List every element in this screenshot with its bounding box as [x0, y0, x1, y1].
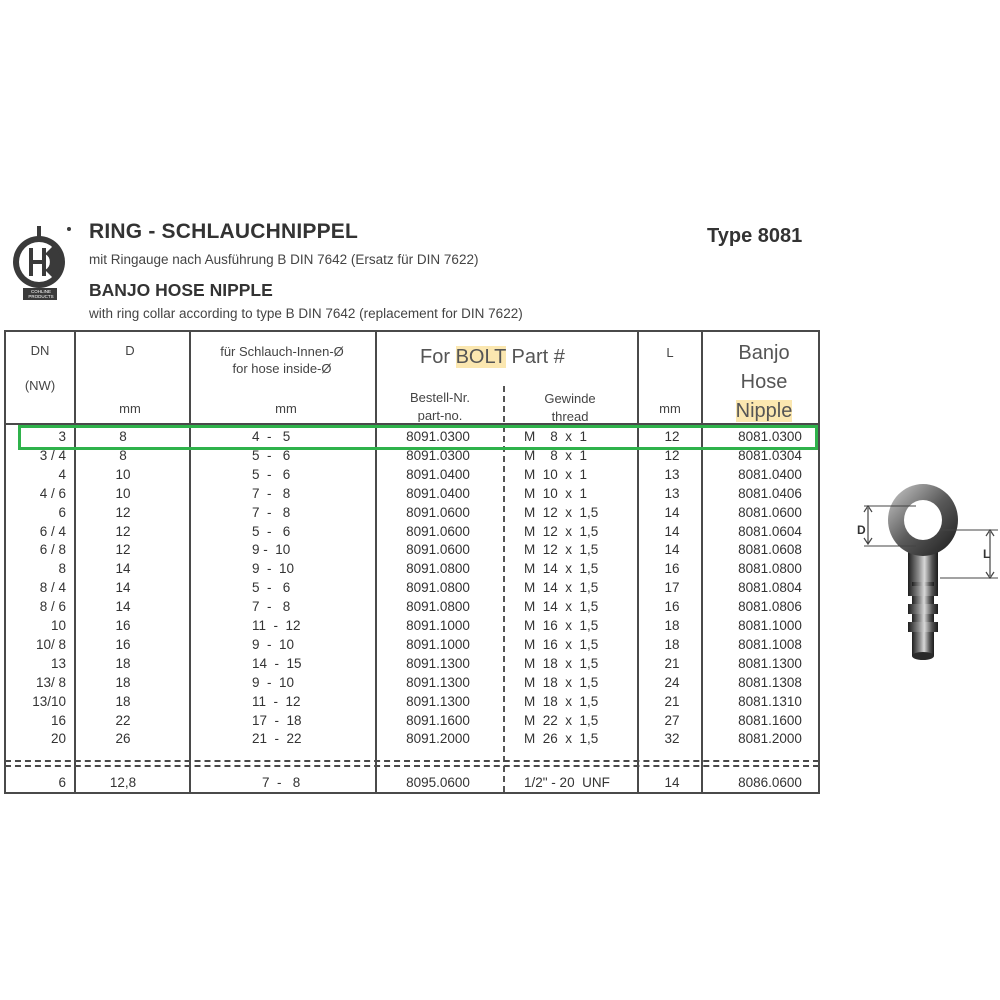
banjo-nipple-drawing	[836, 470, 1000, 670]
cell-thread: M 18 x 1,5	[524, 655, 599, 671]
cell-nipple: 8081.1008	[738, 636, 802, 652]
cell-hose: 11 - 12	[252, 618, 301, 633]
cell-part: 8091.1300	[406, 655, 470, 671]
cell-d: 16	[115, 636, 131, 652]
header-hose-en: for hose inside-Ø	[232, 361, 332, 376]
cell-nipple: 8081.0608	[738, 542, 802, 558]
cell-nipple: 8081.0604	[738, 523, 802, 539]
cell-l: 27	[664, 712, 680, 728]
cell-dn: 4	[58, 466, 66, 482]
cell-d: 18	[115, 674, 131, 690]
cell-hose: 17 - 18	[252, 712, 302, 728]
cell-thread: M 18 x 1,5	[524, 674, 599, 690]
cell-hose: 5 - 6	[252, 523, 291, 539]
header-dn-sub: (NW)	[24, 378, 56, 393]
cell-dn: 10/ 8	[35, 636, 66, 652]
cell-thread: M 12 x 1,5	[524, 542, 599, 558]
cell-l: 16	[664, 599, 680, 615]
cell-thread: M 14 x 1,5	[524, 580, 599, 596]
cell-dn: 6 / 8	[39, 542, 66, 558]
cell-part: 8091.1000	[406, 618, 470, 633]
cell-part: 8091.0600	[406, 542, 470, 558]
cell-d: 22	[115, 712, 131, 728]
cell-d: 14	[115, 561, 131, 577]
table-row	[0, 505, 820, 524]
cell-hose: 14 - 15	[252, 655, 302, 671]
banjo-annotation	[712, 339, 816, 426]
cell-d: 12	[115, 504, 131, 520]
dimension-label-d: D	[857, 523, 866, 537]
table-row	[0, 524, 820, 543]
cell-part: 8091.0400	[406, 466, 470, 482]
cell-l: 12	[664, 429, 680, 444]
cell-l: 17	[664, 580, 680, 596]
cell-dn: 8 / 4	[39, 580, 66, 596]
cell-nipple: 8081.1308	[738, 674, 802, 690]
type-label: Type 8081	[707, 225, 803, 247]
header-l-unit: mm	[659, 401, 681, 416]
cell-thread: M 14 x 1,5	[524, 599, 599, 615]
header-part-de: Bestell-Nr.	[410, 390, 470, 405]
cell-l: 14	[664, 542, 680, 558]
cell-hose: 7 - 8	[252, 485, 291, 501]
cell-part: 8091.0800	[406, 561, 470, 577]
cell-l: 21	[664, 655, 680, 671]
cell-nipple: 8081.1000	[738, 618, 802, 633]
cell-dn: 8 / 6	[39, 599, 66, 615]
cell-dn: 3 / 4	[39, 447, 66, 463]
cell-thread: M 22 x 1,5	[524, 712, 599, 728]
cell-part: 8091.1300	[406, 693, 470, 709]
cell-hose: 4 - 5	[252, 429, 291, 444]
cell-part: 8091.0300	[406, 447, 470, 463]
cell-dn: 16	[50, 712, 66, 728]
cell-thread: M 8 x 1	[524, 429, 588, 444]
cell-part: 8091.0600	[406, 523, 470, 539]
cell-dn: 6	[58, 504, 66, 520]
footer-separator	[5, 765, 819, 767]
subtitle-german: mit Ringauge nach Ausführung B DIN 7642 (Ersatz für DIN 7622)	[89, 252, 479, 267]
cell-l: 21	[664, 693, 680, 709]
table-row-extra	[0, 775, 820, 794]
cell-dn: 13/10	[32, 693, 66, 709]
cell-thread: M 14 x 1,5	[524, 561, 599, 577]
cell-nipple: 8081.0800	[738, 561, 802, 577]
cell-part: 8091.0800	[406, 599, 470, 615]
cell-thread: M 10 x 1	[524, 466, 588, 482]
table-row	[0, 675, 820, 694]
cell-hose: 9 - 10	[252, 636, 295, 652]
cell-d: 14	[115, 599, 131, 615]
table-row	[0, 731, 820, 750]
cell-part: 8091.0400	[406, 485, 470, 501]
cell-part: 8091.1000	[406, 636, 470, 652]
cell-hose: 5 - 6	[252, 580, 291, 596]
cell-d: 26	[115, 731, 131, 747]
cell-hose: 11 - 12	[252, 693, 301, 709]
subtitle-english: with ring collar according to type B DIN 7642 (replacement for DIN 7622)	[89, 306, 523, 321]
table-row	[0, 486, 820, 505]
footer-separator	[5, 760, 819, 762]
cell-l: 32	[664, 731, 680, 747]
table-row	[0, 713, 820, 732]
cell-hose: 7 - 8	[252, 599, 291, 615]
header-l: L	[666, 345, 674, 360]
cell-hose: 21 - 22	[252, 731, 302, 747]
title-english: BANJO HOSE NIPPLE	[89, 280, 273, 300]
cell-d: 18	[115, 655, 131, 671]
bolt-annotation: For BOLT Part #	[420, 346, 565, 368]
table-row	[0, 694, 820, 713]
cell-d: 12,8	[109, 775, 137, 790]
cell-part: 8091.0800	[406, 580, 470, 596]
cell-hose: 9 - 10	[252, 674, 295, 690]
cell-l: 13	[664, 466, 680, 482]
header-thread-en: thread	[551, 409, 589, 422]
cell-d: 8	[119, 429, 127, 444]
cell-nipple: 8081.1310	[738, 693, 802, 709]
cell-part: 8091.1300	[406, 674, 470, 690]
cell-hose: 7 - 8	[262, 775, 301, 790]
cell-d: 10	[115, 485, 131, 501]
cell-d: 18	[115, 693, 131, 709]
cell-hose: 9 - 10	[252, 542, 291, 558]
cell-dn: 13	[50, 655, 66, 671]
cell-thread: M 16 x 1,5	[524, 618, 599, 633]
table-row	[0, 561, 820, 580]
table-row	[0, 580, 820, 599]
cell-nipple: 8081.0804	[738, 580, 802, 596]
table-row	[0, 618, 820, 637]
table-row	[0, 656, 820, 675]
cell-l: 16	[664, 561, 680, 577]
cell-nipple: 8081.0304	[738, 447, 802, 463]
cell-dn: 6	[58, 775, 66, 790]
cell-part: 8095.0600	[406, 775, 470, 790]
cell-nipple: 8081.0600	[738, 504, 802, 520]
cell-dn: 8	[58, 561, 66, 577]
cell-l: 12	[664, 447, 680, 463]
cell-hose: 5 - 6	[252, 447, 291, 463]
cell-hose: 7 - 8	[252, 504, 291, 520]
table-row	[0, 599, 820, 618]
table-row	[0, 467, 820, 486]
cell-part: 8091.0600	[406, 504, 470, 520]
cell-nipple: 8081.0806	[738, 599, 802, 615]
cell-thread: M 26 x 1,5	[524, 731, 599, 747]
cell-thread: M 16 x 1,5	[524, 636, 599, 652]
cell-part: 8091.2000	[406, 731, 470, 747]
header-hose-de: für Schlauch-Innen-Ø	[220, 344, 344, 359]
cell-nipple: 8081.0300	[738, 429, 802, 444]
cell-nipple: 8081.1300	[738, 655, 802, 671]
header-thread-de: Gewinde	[544, 391, 596, 406]
cell-dn: 20	[50, 731, 66, 747]
cell-nipple: 8081.1600	[738, 712, 802, 728]
cell-nipple: 8081.0406	[738, 485, 802, 501]
cell-d: 8	[119, 447, 127, 463]
bolt-highlight: BOLT	[455, 346, 506, 368]
cell-l: 18	[664, 618, 680, 633]
table-row	[0, 542, 820, 561]
hose-word: Hose	[740, 371, 788, 393]
cell-thread: M 12 x 1,5	[524, 504, 599, 520]
cell-dn: 10	[50, 618, 66, 633]
cell-thread: M 8 x 1	[524, 447, 588, 463]
table-row	[0, 448, 820, 467]
cell-part: 8091.0300	[406, 429, 470, 444]
nipple-highlight: Nipple	[735, 400, 793, 422]
cell-dn: 3	[58, 429, 66, 444]
cell-l: 14	[664, 504, 680, 520]
header-part-en: part-no.	[417, 408, 463, 422]
cell-nipple: 8081.0400	[738, 466, 802, 482]
cell-l: 14	[664, 775, 680, 790]
header-hose-unit: mm	[275, 401, 297, 416]
logo-text: COHLINE PRODUCTS	[28, 289, 54, 299]
cell-dn: 13/ 8	[35, 674, 66, 690]
cell-d: 12	[115, 523, 131, 539]
header-d-unit: mm	[119, 401, 141, 416]
cell-d: 12	[115, 542, 131, 558]
header-dn: DN	[30, 343, 50, 358]
cell-d: 16	[115, 618, 131, 633]
cell-thread: M 10 x 1	[524, 485, 588, 501]
title-german: RING - SCHLAUCHNIPPEL	[89, 220, 359, 243]
cell-dn: 4 / 6	[39, 485, 66, 501]
cell-thread: 1/2" - 20 UNF	[524, 775, 610, 790]
banjo-word: Banjo	[738, 342, 790, 364]
selected-row-highlight	[18, 425, 818, 450]
dimension-label-l: L	[983, 547, 991, 561]
cell-l: 18	[664, 636, 680, 652]
cell-l: 13	[664, 485, 680, 501]
cell-d: 10	[115, 466, 131, 482]
cell-hose: 9 - 10	[252, 561, 295, 577]
cell-dn: 6 / 4	[39, 523, 66, 539]
cell-nipple: 8081.2000	[738, 731, 802, 747]
cell-nipple: 8086.0600	[738, 775, 802, 790]
cell-part: 8091.1600	[406, 712, 470, 728]
cell-l: 24	[664, 674, 680, 690]
header-d: D	[125, 343, 135, 358]
cell-hose: 5 - 6	[252, 466, 291, 482]
cell-thread: M 18 x 1,5	[524, 693, 599, 709]
cell-l: 14	[664, 523, 680, 539]
cell-d: 14	[115, 580, 131, 596]
cell-thread: M 12 x 1,5	[524, 523, 599, 539]
table-row	[0, 637, 820, 656]
